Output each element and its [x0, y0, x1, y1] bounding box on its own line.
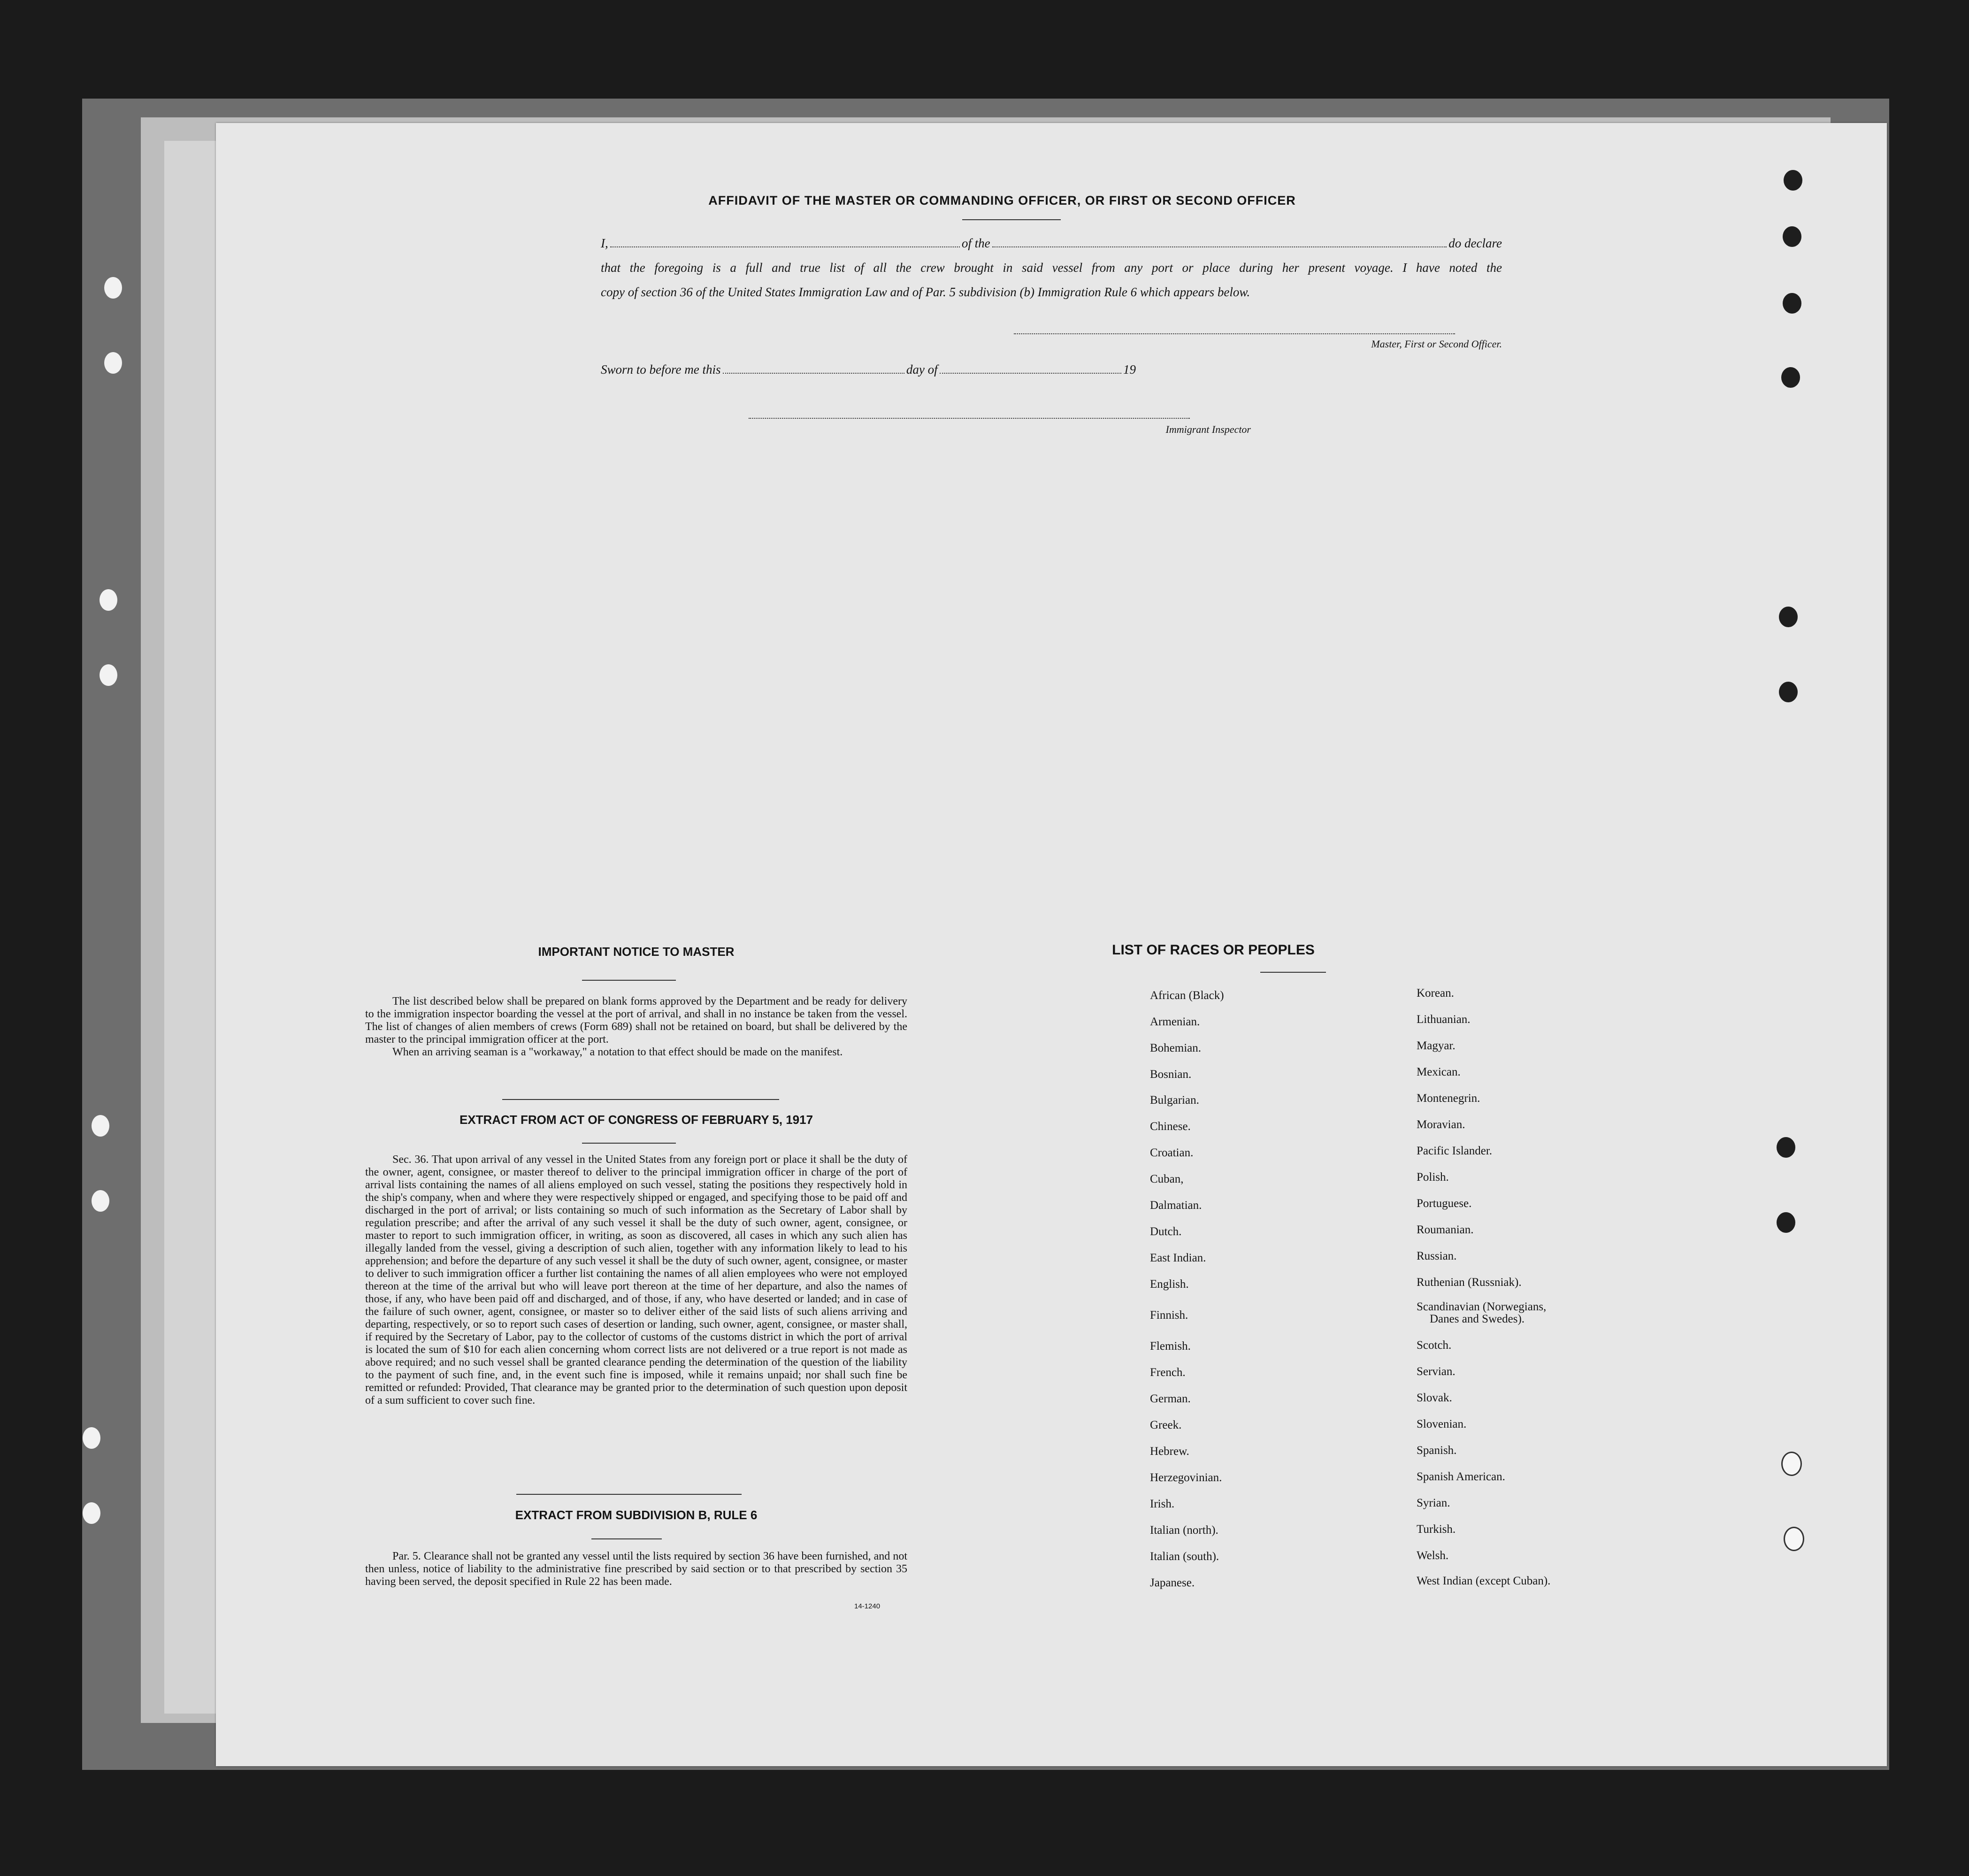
- notice-title: IMPORTANT NOTICE TO MASTER: [538, 945, 735, 959]
- race-item: Bulgarian.: [1150, 1094, 1199, 1107]
- races-divider: [1260, 972, 1326, 973]
- race-item: English.: [1150, 1278, 1189, 1291]
- race-item: Portuguese.: [1417, 1197, 1472, 1210]
- punch-hole: [1784, 170, 1802, 191]
- race-item: Moravian.: [1417, 1118, 1465, 1131]
- extract-act-title: EXTRACT FROM ACT OF CONGRESS OF FEBRUARY 5, 1917: [459, 1113, 813, 1127]
- notice-text: [365, 995, 907, 1059]
- title-divider: [962, 219, 1061, 220]
- do-declare-label: do declare: [1448, 236, 1502, 250]
- sworn-line: [601, 362, 1136, 377]
- day-of-label: day of: [906, 362, 938, 377]
- race-item: Greek.: [1150, 1419, 1182, 1431]
- section-36-text: Sec. 36. That upon arrival of any vessel in the United States from any foreign port or place it shall be the duty of the owner, agent, consignee, or master thereof to deliver to the principal immigration officer in charge of the port of arrival lists containing the names of all aliens employed on such vessel, stating the positions they respectively hold in the ship's company, when and where they were respectively shipped or engaged, and specifying those to be paid off and discharged in the port of arrival; or lists containing so much of such information as the Secretary of Labor shall by regulation prescribe; and after the arrival of any such vessel it shall be the duty of such owner, agent, consignee, or master to report to such immigration officer, in writing, as soon as discovered, all cases in which any such alien has illegally landed from the vessel, giving a description of such alien, together with any information likely to lead to his apprehension; and before the departure of any such vessel it shall be the duty of such owner, agent, consignee, or master to deliver to such immigration officer a further list containing the names of all alien employees who were not employed thereon at the time of the arrival but who will leave port thereon at the time of her departure, and also the names of those, if any, who have been paid off and discharged, and of those, if any, who have deserted or landed; and in case of the failure of such owner, agent, consignee, or master so to deliver either of the said lists of such aliens arriving and departing, respectively, or so to report such cases of desertion or landing, such owner, agent, consignee, or master shall, if required by the Secretary of Labor, pay to the collector of customs of the customs district in which the port of arrival is located the sum of $10 for each alien concerning whom correct lists are not delivered or a true report is not made as above required; and no such vessel shall be granted clearance pending the determination of the question of the liability to the payment of such fine, and, in the event such fine is imposed, while it remains unpaid; nor shall such fine be remitted or refunded: Provided, That clearance may be granted prior to the determination of such question upon deposit of a sum sufficient to cover such fine.: [365, 1153, 907, 1407]
- declaration-line: [601, 231, 1502, 255]
- punch-hole: [1783, 226, 1801, 247]
- race-item: Pacific Islander.: [1417, 1145, 1493, 1157]
- race-item: Lithuanian.: [1417, 1013, 1471, 1026]
- punch-hole: [83, 1502, 100, 1524]
- race-item: Danes and Swedes).: [1430, 1313, 1525, 1325]
- punch-hole: [104, 352, 122, 374]
- race-item: Polish.: [1417, 1171, 1449, 1184]
- declaration-text-line2: that the foregoing is a full and true list of all the crew brought in said vessel from any port or place during her present voyage. I have noted the: [601, 261, 1502, 275]
- race-item: African (Black): [1150, 989, 1224, 1002]
- affidavit-page: [216, 123, 1887, 1766]
- inspector-label: Immigrant Inspector: [1165, 423, 1251, 435]
- race-item: West Indian (except Cuban).: [1417, 1575, 1551, 1587]
- notice-divider: [582, 980, 676, 981]
- race-item: Bohemian.: [1150, 1042, 1202, 1054]
- punch-hole: [1779, 607, 1798, 627]
- punch-hole: [1783, 293, 1801, 314]
- sworn-day-field[interactable]: [723, 363, 904, 374]
- race-item: Dalmatian.: [1150, 1199, 1202, 1212]
- race-item: Slovenian.: [1417, 1418, 1467, 1430]
- punch-hole: [100, 589, 117, 611]
- race-item: Spanish.: [1417, 1444, 1457, 1457]
- notice-paragraph-2: When an arriving seaman is a "workaway," a notation to that effect should be made on the manifest.: [392, 1046, 843, 1058]
- race-item: Scotch.: [1417, 1339, 1452, 1352]
- race-item: Italian (north).: [1150, 1524, 1218, 1537]
- race-item: French.: [1150, 1366, 1186, 1379]
- race-item: Montenegrin.: [1417, 1092, 1480, 1105]
- punch-hole: [1777, 1212, 1795, 1233]
- race-item: Welsh.: [1417, 1549, 1449, 1562]
- master-signature-field[interactable]: [1014, 333, 1455, 334]
- punch-hole: [1784, 1527, 1804, 1551]
- race-item: Cuban,: [1150, 1173, 1184, 1185]
- race-item: Roumanian.: [1417, 1223, 1474, 1236]
- race-item: Scandinavian (Norwegians,: [1417, 1300, 1547, 1313]
- race-item: East Indian.: [1150, 1252, 1206, 1264]
- race-item: Spanish American.: [1417, 1470, 1505, 1483]
- punch-hole: [1777, 1137, 1795, 1158]
- race-item: Hebrew.: [1150, 1445, 1189, 1458]
- punch-hole: [1781, 1452, 1802, 1476]
- master-signature-label: Master, First or Second Officer.: [1371, 338, 1502, 350]
- race-item: Slovak.: [1417, 1392, 1452, 1404]
- declarant-prefix: I,: [601, 236, 608, 250]
- extract-rule-divider: [591, 1538, 662, 1539]
- year-prefix: 19: [1123, 362, 1136, 377]
- section-divider: [502, 1099, 779, 1100]
- race-item: Flemish.: [1150, 1340, 1191, 1353]
- extract-act-text: [365, 1153, 907, 1407]
- punch-hole: [92, 1190, 109, 1212]
- declaration-text-line3: copy of section 36 of the United States Immigration Law and of Par. 5 subdivision (b) Immigration Rule 6 which appears below.: [601, 285, 1250, 299]
- sworn-label: Sworn to before me this: [601, 362, 721, 377]
- extract-act-divider: [582, 1143, 676, 1144]
- sworn-month-field[interactable]: [940, 363, 1121, 374]
- race-item: Magyar.: [1417, 1039, 1456, 1052]
- affidavit-title: AFFIDAVIT OF THE MASTER OR COMMANDING OFFICER, OR FIRST OR SECOND OFFICER: [708, 193, 1296, 208]
- section-divider: [516, 1494, 742, 1495]
- vessel-name-field[interactable]: [992, 237, 1447, 247]
- race-item: Syrian.: [1417, 1497, 1450, 1509]
- race-item: Mexican.: [1417, 1066, 1461, 1078]
- race-item: Chinese.: [1150, 1120, 1191, 1133]
- extract-rule-text: [365, 1550, 907, 1588]
- race-item: Italian (south).: [1150, 1550, 1219, 1563]
- punch-hole: [104, 277, 122, 299]
- declarant-name-field[interactable]: [610, 237, 960, 247]
- race-item: German.: [1150, 1392, 1191, 1405]
- race-item: Servian.: [1417, 1365, 1456, 1378]
- race-item: Japanese.: [1150, 1576, 1195, 1589]
- punch-hole: [1781, 367, 1800, 388]
- race-item: Turkish.: [1417, 1523, 1456, 1536]
- extract-rule-title: EXTRACT FROM SUBDIVISION B, RULE 6: [515, 1508, 758, 1522]
- punch-hole: [92, 1115, 109, 1137]
- race-item: Irish.: [1150, 1498, 1175, 1510]
- race-item: Ruthenian (Russniak).: [1417, 1276, 1522, 1289]
- races-title: LIST OF RACES OR PEOPLES: [1112, 942, 1315, 958]
- punch-hole: [100, 664, 117, 686]
- par-5-text: Par. 5. Clearance shall not be granted any vessel until the lists required by section 36 have been furnished, and not then unless, notice of liability to the administrative fine prescribed by said section or to that prescribed by section 35 having been served, the deposit specified in Rule 22 has been made.: [365, 1550, 907, 1588]
- affidavit-body: [601, 231, 1502, 304]
- race-item: Finnish.: [1150, 1309, 1188, 1322]
- form-code: 14-1240: [854, 1602, 881, 1610]
- race-item: Armenian.: [1150, 1015, 1200, 1028]
- race-item: Korean.: [1417, 987, 1454, 1000]
- inspector-signature-field[interactable]: [749, 418, 1190, 419]
- race-item: Bosnian.: [1150, 1068, 1192, 1081]
- notice-paragraph-1: The list described below shall be prepared on blank forms approved by the Department and be ready for delivery to the immigration inspector boarding the vessel at the port of arrival, and shall in no instance be taken from the vessel. The list of changes of alien members of crews (Form 689) shall not be retained on board, but shall be delivered by the master to the principal immigration officer at the port.: [365, 995, 907, 1046]
- punch-hole: [1779, 682, 1798, 702]
- race-item: Russian.: [1417, 1250, 1457, 1262]
- race-item: Dutch.: [1150, 1225, 1182, 1238]
- race-item: Herzegovinian.: [1150, 1471, 1222, 1484]
- of-the-label: of the: [961, 236, 990, 250]
- race-item: Croatian.: [1150, 1146, 1194, 1159]
- punch-hole: [83, 1427, 100, 1449]
